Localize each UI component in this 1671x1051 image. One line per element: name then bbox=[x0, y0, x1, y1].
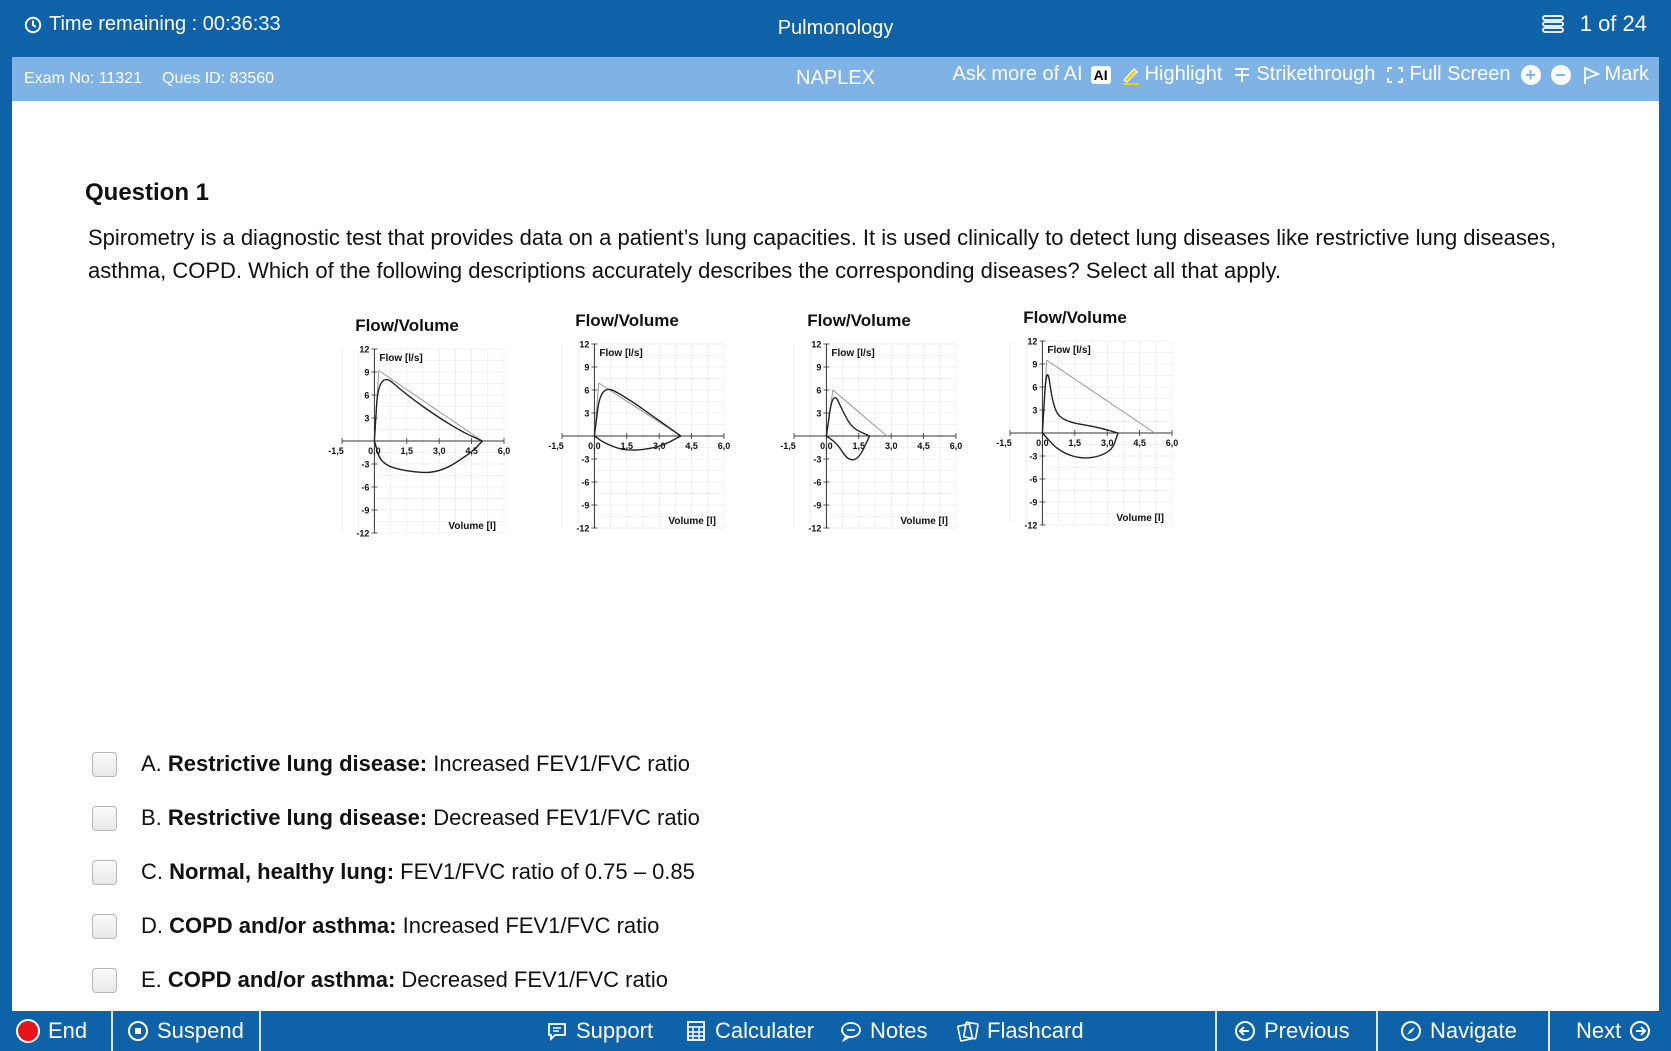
option-a-checkbox[interactable] bbox=[92, 752, 117, 777]
ask-ai-label: Ask more of AI bbox=[952, 63, 1083, 85]
x-tick-label: 6,0 bbox=[1165, 438, 1179, 448]
x-tick-label: -1,5 bbox=[780, 441, 796, 451]
chart-title: Flow/Volume bbox=[807, 311, 911, 330]
stop-icon bbox=[16, 1019, 40, 1043]
y-tick-label: 3 bbox=[1032, 405, 1038, 416]
x-axis-label: Volume [l] bbox=[448, 521, 496, 532]
next-button[interactable] bbox=[1576, 1011, 1651, 1051]
x-tick-label: 6,0 bbox=[949, 441, 963, 451]
x-tick-label: -1,5 bbox=[328, 446, 344, 456]
strikethrough-label: Strikethrough bbox=[1256, 63, 1376, 85]
option-heading: COPD and/or asthma: bbox=[169, 913, 397, 938]
zoom-out-icon[interactable]: − bbox=[1551, 65, 1571, 85]
calculator-button[interactable] bbox=[685, 1011, 814, 1051]
y-tick-label: -3 bbox=[1029, 451, 1038, 462]
y-tick-label: -12 bbox=[356, 528, 370, 539]
x-axis-label: Volume [l] bbox=[900, 516, 948, 527]
y-tick-label: -12 bbox=[808, 523, 822, 534]
pause-icon bbox=[127, 1020, 149, 1042]
fullscreen-icon bbox=[1385, 65, 1405, 85]
y-tick-label: 9 bbox=[816, 362, 822, 373]
strikethrough-button[interactable] bbox=[1232, 63, 1375, 86]
fullscreen-label: Full Screen bbox=[1409, 63, 1511, 85]
x-tick-label: 3,0 bbox=[884, 441, 898, 451]
y-tick-label: -3 bbox=[581, 454, 590, 465]
left-border bbox=[0, 57, 12, 1011]
spirometry-figure bbox=[322, 301, 1222, 561]
y-tick-label: 12 bbox=[359, 344, 370, 355]
timer bbox=[24, 13, 281, 36]
x-tick-label: 0,0 bbox=[368, 446, 381, 456]
x-tick-label: 6,0 bbox=[717, 441, 731, 451]
question-id: Ques ID: 83560 bbox=[162, 70, 275, 87]
y-axis-label: Flow [l/s] bbox=[599, 348, 643, 359]
x-tick-label: 3,0 bbox=[432, 446, 446, 456]
option-letter: B. bbox=[141, 805, 162, 830]
x-tick-label: 1,5 bbox=[1068, 438, 1082, 448]
right-border bbox=[1659, 57, 1671, 1011]
highlighter-icon bbox=[1121, 65, 1141, 85]
y-tick-label: 9 bbox=[1032, 359, 1038, 370]
mark-button[interactable] bbox=[1581, 63, 1649, 86]
flow-volume-chart-1 bbox=[322, 311, 532, 571]
timer-label: Time remaining : 00:36:33 bbox=[49, 13, 281, 35]
notes-button[interactable] bbox=[840, 1011, 927, 1051]
y-tick-label: -3 bbox=[361, 459, 370, 470]
suspend-label: Suspend bbox=[157, 1018, 244, 1043]
end-button[interactable] bbox=[16, 1011, 87, 1051]
divider bbox=[259, 1011, 261, 1051]
y-tick-label: -12 bbox=[1024, 520, 1038, 531]
option-c-checkbox[interactable] bbox=[92, 860, 117, 885]
previous-label: Previous bbox=[1264, 1018, 1350, 1043]
inspiratory-curve bbox=[594, 436, 680, 450]
tool-group bbox=[953, 63, 1649, 86]
divider bbox=[111, 1011, 113, 1051]
y-tick-label: 3 bbox=[364, 413, 370, 424]
option-a[interactable] bbox=[92, 751, 690, 777]
x-axis-label: Volume [l] bbox=[668, 516, 716, 527]
y-tick-label: -9 bbox=[581, 500, 590, 511]
option-letter: A. bbox=[141, 751, 162, 776]
previous-button[interactable] bbox=[1234, 1011, 1350, 1051]
option-letter: D. bbox=[141, 913, 163, 938]
y-tick-label: 12 bbox=[1027, 336, 1038, 347]
chat-icon bbox=[546, 1020, 568, 1042]
y-axis-label: Flow [l/s] bbox=[1047, 345, 1091, 356]
y-tick-label: -6 bbox=[1029, 474, 1038, 485]
option-c[interactable] bbox=[92, 859, 695, 885]
y-tick-label: 6 bbox=[364, 390, 370, 401]
subject-title: Pulmonology bbox=[777, 17, 894, 39]
option-text: Decreased FEV1/FVC ratio bbox=[401, 967, 668, 992]
x-tick-label: 3,0 bbox=[652, 441, 666, 451]
option-d-checkbox[interactable] bbox=[92, 914, 117, 939]
option-text: FEV1/FVC ratio of 0.75 – 0.85 bbox=[400, 859, 695, 884]
flow-volume-chart-3 bbox=[774, 306, 984, 566]
divider bbox=[1215, 1011, 1217, 1051]
x-tick-label: 4,5 bbox=[917, 441, 930, 451]
compass-icon bbox=[1400, 1020, 1422, 1042]
fullscreen-button[interactable] bbox=[1385, 63, 1510, 86]
bottom-toolbar bbox=[0, 1011, 1671, 1051]
exam-number: Exam No: 11321 bbox=[24, 70, 142, 87]
flow-volume-svg bbox=[542, 306, 752, 566]
progress-label: 1 of 24 bbox=[1579, 11, 1647, 36]
x-tick-label: -1,5 bbox=[548, 441, 564, 451]
support-label: Support bbox=[576, 1018, 654, 1043]
x-tick-label: 4,5 bbox=[1133, 438, 1146, 448]
option-text: Increased FEV1/FVC ratio bbox=[433, 751, 691, 776]
option-heading: COPD and/or asthma: bbox=[167, 967, 396, 992]
x-tick-label: 0,0 bbox=[1036, 438, 1049, 448]
y-tick-label: 9 bbox=[584, 362, 590, 373]
chart-title: Flow/Volume bbox=[1023, 308, 1127, 327]
chart-title: Flow/Volume bbox=[575, 311, 679, 330]
x-tick-label: 1,5 bbox=[620, 441, 634, 451]
x-tick-label: 1,5 bbox=[852, 441, 866, 451]
option-b[interactable] bbox=[92, 805, 700, 831]
y-tick-label: 3 bbox=[584, 408, 590, 419]
mark-label: Mark bbox=[1604, 63, 1649, 85]
question-title: Question 1 bbox=[85, 179, 210, 206]
end-label: End bbox=[48, 1018, 88, 1043]
option-letter: E. bbox=[141, 967, 162, 992]
question-progress bbox=[1540, 11, 1647, 37]
exam-name: NAPLEX bbox=[796, 67, 875, 89]
expiratory-curve bbox=[1042, 375, 1118, 433]
y-tick-label: 6 bbox=[816, 385, 822, 396]
flashcard-label: Flashcard bbox=[987, 1018, 1084, 1043]
option-text: Decreased FEV1/FVC ratio bbox=[433, 805, 700, 830]
y-tick-label: -12 bbox=[576, 523, 590, 534]
clock-icon bbox=[24, 16, 42, 34]
navigate-button[interactable] bbox=[1400, 1011, 1517, 1051]
option-b-checkbox[interactable] bbox=[92, 806, 117, 831]
exam-info bbox=[24, 70, 274, 88]
question-content bbox=[12, 101, 1659, 1011]
option-e[interactable] bbox=[92, 967, 668, 993]
y-axis-label: Flow [l/s] bbox=[379, 353, 423, 364]
flashcard-button[interactable] bbox=[957, 1011, 1084, 1051]
chart-title: Flow/Volume bbox=[355, 316, 459, 335]
divider bbox=[1376, 1011, 1378, 1051]
navigate-label: Navigate bbox=[1430, 1018, 1517, 1043]
flashcard-icon bbox=[957, 1020, 979, 1042]
speech-bubble-icon bbox=[840, 1020, 862, 1042]
x-tick-label: 4,5 bbox=[465, 446, 478, 456]
y-axis-label: Flow [l/s] bbox=[831, 348, 875, 359]
exam-toolbar bbox=[12, 57, 1659, 101]
option-heading: Normal, healthy lung: bbox=[169, 859, 395, 884]
y-tick-label: 9 bbox=[364, 367, 370, 378]
predicted-line bbox=[1047, 360, 1155, 433]
flow-volume-chart-4 bbox=[990, 303, 1200, 563]
flow-volume-svg bbox=[322, 311, 532, 571]
arrow-right-circle-icon bbox=[1629, 1020, 1651, 1042]
x-tick-label: 0,0 bbox=[588, 441, 601, 451]
highlight-button[interactable] bbox=[1121, 63, 1223, 86]
ai-badge-icon: AI bbox=[1091, 66, 1111, 84]
flow-volume-svg bbox=[990, 303, 1200, 563]
highlight-label: Highlight bbox=[1144, 63, 1223, 85]
x-tick-label: 6,0 bbox=[497, 446, 511, 456]
option-e-checkbox[interactable] bbox=[92, 968, 117, 993]
question-text: Spirometry is a diagnostic test that provides data on a patient’s lung capacities. It is used clinically to detect lung diseases like restrictive lung diseases, asthma, COPD. Which of the following descriptions accurately describes the corresponding diseases? Select all that apply. bbox=[88, 225, 1557, 283]
suspend-button[interactable] bbox=[127, 1011, 244, 1051]
question-list-icon[interactable] bbox=[1540, 13, 1566, 35]
divider bbox=[1548, 1011, 1550, 1051]
expiratory-curve bbox=[594, 389, 680, 436]
option-d[interactable] bbox=[92, 913, 659, 939]
y-tick-label: 6 bbox=[1032, 382, 1038, 393]
notes-label: Notes bbox=[870, 1018, 928, 1043]
y-tick-label: -6 bbox=[361, 482, 370, 493]
flow-volume-svg bbox=[774, 306, 984, 566]
y-tick-label: -6 bbox=[813, 477, 822, 488]
y-tick-label: -9 bbox=[1029, 497, 1038, 508]
y-tick-label: -6 bbox=[581, 477, 590, 488]
y-tick-label: 6 bbox=[584, 385, 590, 396]
y-tick-label: 12 bbox=[811, 339, 822, 350]
option-heading: Restrictive lung disease: bbox=[167, 751, 428, 776]
arrow-left-circle-icon bbox=[1234, 1020, 1256, 1042]
option-letter: C. bbox=[141, 859, 163, 884]
x-axis-label: Volume [l] bbox=[1116, 513, 1164, 524]
support-button[interactable] bbox=[546, 1011, 653, 1051]
y-tick-label: 12 bbox=[579, 339, 590, 350]
y-tick-label: 3 bbox=[816, 408, 822, 419]
predicted-line bbox=[379, 370, 483, 441]
flow-volume-chart-2 bbox=[542, 306, 752, 566]
option-heading: Restrictive lung disease: bbox=[167, 805, 428, 830]
x-tick-label: -1,5 bbox=[996, 438, 1012, 448]
y-tick-label: -9 bbox=[813, 500, 822, 511]
y-tick-label: -3 bbox=[813, 454, 822, 465]
x-tick-label: 4,5 bbox=[685, 441, 698, 451]
next-label: Next bbox=[1576, 1018, 1622, 1043]
option-text: Increased FEV1/FVC ratio bbox=[402, 913, 660, 938]
x-tick-label: 3,0 bbox=[1100, 438, 1114, 448]
ask-ai-button[interactable] bbox=[953, 63, 1111, 86]
y-tick-label: -9 bbox=[361, 505, 370, 516]
x-tick-label: 0,0 bbox=[820, 441, 833, 451]
flag-icon bbox=[1581, 65, 1601, 85]
x-tick-label: 1,5 bbox=[400, 446, 414, 456]
calculator-icon bbox=[685, 1020, 707, 1042]
calculator-label: Calculater bbox=[715, 1018, 815, 1043]
zoom-in-icon[interactable]: + bbox=[1521, 65, 1541, 85]
top-bar bbox=[0, 0, 1671, 57]
strikethrough-icon bbox=[1232, 65, 1252, 85]
